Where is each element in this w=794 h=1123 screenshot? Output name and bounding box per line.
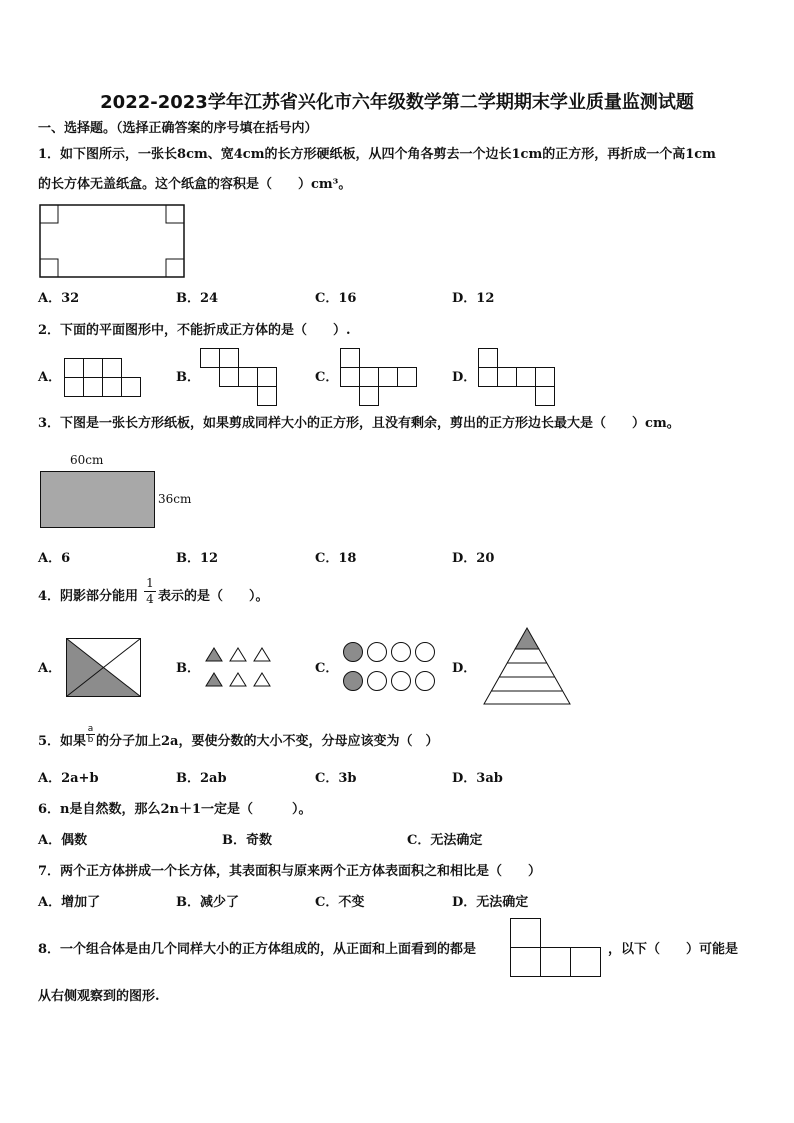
q7-option-c[interactable]: C．不变 <box>315 895 365 910</box>
q5-option-d[interactable]: D．3ab <box>452 771 503 786</box>
q4-figure-c-circles <box>342 641 438 693</box>
q3-option-a[interactable]: A．6 <box>38 551 71 566</box>
q3-option-c[interactable]: C．18 <box>315 551 357 566</box>
q2-net-a <box>64 358 146 398</box>
q2-text: 2．下面的平面图形中，不能折成正方体的是（ ）. <box>38 323 351 338</box>
q4-text-suffix: 表示的是（ ）。 <box>158 589 269 604</box>
q7-option-d[interactable]: D．无法确定 <box>452 895 529 910</box>
q4-label-c[interactable]: C． <box>315 661 339 676</box>
q2-label-d[interactable]: D． <box>452 370 477 385</box>
q3-board-figure <box>40 471 156 529</box>
q8-text-suffix: ，以下（ ）可能是 <box>608 942 739 957</box>
q1-text-line2: 的长方体无盖纸盒。这个纸盒的容积是（ ）cm³。 <box>38 177 352 192</box>
q5-option-b[interactable]: B．2ab <box>176 771 227 786</box>
q5-option-c[interactable]: C．3b <box>315 771 357 786</box>
q3-width-label: 60cm <box>70 453 104 467</box>
q4-fraction <box>144 577 156 606</box>
q2-net-d <box>478 348 558 406</box>
q5-text-prefix: 5．如果 <box>38 734 87 749</box>
q2-label-a[interactable]: A． <box>38 370 62 385</box>
q4-label-b[interactable]: B． <box>176 661 200 676</box>
q6-text: 6．n是自然数，那么2n＋1一定是（ ）。 <box>38 802 312 817</box>
q5-fraction-denominator: b <box>87 735 94 745</box>
q3-height-label: 36cm <box>158 492 192 506</box>
q2-net-c <box>340 348 416 406</box>
q4-figure-a-rectangle <box>66 638 142 698</box>
q5-option-a[interactable]: A．2a+b <box>38 771 99 786</box>
q2-net-b <box>200 348 280 406</box>
q8-text-prefix: 8．一个组合体是由几个同样大小的正方体组成的，从正面和上面看到的都是 <box>38 942 477 957</box>
q3-option-d[interactable]: D．20 <box>452 551 495 566</box>
q3-text: 3．下图是一张长方形纸板，如果剪成同样大小的正方形，且没有剩余，剪出的正方形边长最大是（ ）cm。 <box>38 416 680 431</box>
q7-option-b[interactable]: B．减少了 <box>176 895 239 910</box>
q1-text-line1: 1．如下图所示，一张长8cm、宽4cm的长方形硬纸板，从四个角各剪去一个边长1cm的正方形，再折成一个高1cm <box>38 147 716 162</box>
q4-fraction-denominator: 4 <box>146 592 154 606</box>
q4-figure-b-triangles <box>205 646 271 690</box>
q4-label-d[interactable]: D． <box>452 661 477 676</box>
q6-option-a[interactable]: A．偶数 <box>38 833 88 848</box>
q1-option-c[interactable]: C．16 <box>315 291 357 306</box>
q4-figure-d-triangle <box>482 627 572 707</box>
q1-option-a[interactable]: A．32 <box>38 291 80 306</box>
q8-view-figure <box>510 918 606 978</box>
q4-label-a[interactable]: A． <box>38 661 62 676</box>
q1-option-b[interactable]: B．24 <box>176 291 219 306</box>
q2-label-b[interactable]: B． <box>176 370 200 385</box>
q8-text-line2: 从右侧观察到的图形. <box>38 989 160 1004</box>
q3-option-b[interactable]: B．12 <box>176 551 219 566</box>
q5-fraction <box>86 724 95 745</box>
q7-option-a[interactable]: A．增加了 <box>38 895 101 910</box>
q6-option-b[interactable]: B．奇数 <box>222 833 272 848</box>
q6-option-c[interactable]: C．无法确定 <box>407 833 483 848</box>
section-heading: 一、选择题。（选择正确答案的序号填在括号内） <box>38 121 318 136</box>
q7-text: 7．两个正方体拼成一个长方体，其表面积与原来两个正方体表面积之和相比是（ ） <box>38 864 542 879</box>
q4-fraction-numerator: 1 <box>146 576 154 590</box>
page-title: 2022-2023学年江苏省兴化市六年级数学第二学期期末学业质量监测试题 <box>100 92 694 113</box>
q1-option-d[interactable]: D．12 <box>452 291 495 306</box>
q1-cardboard-figure <box>39 204 187 280</box>
q2-label-c[interactable]: C． <box>315 370 339 385</box>
q5-text-suffix: 的分子加上2a，要使分数的大小不变，分母应该变为（ ） <box>96 734 439 749</box>
q5-fraction-numerator: a <box>87 724 94 734</box>
q4-text-prefix: 4．阴影部分能用 <box>38 589 139 604</box>
